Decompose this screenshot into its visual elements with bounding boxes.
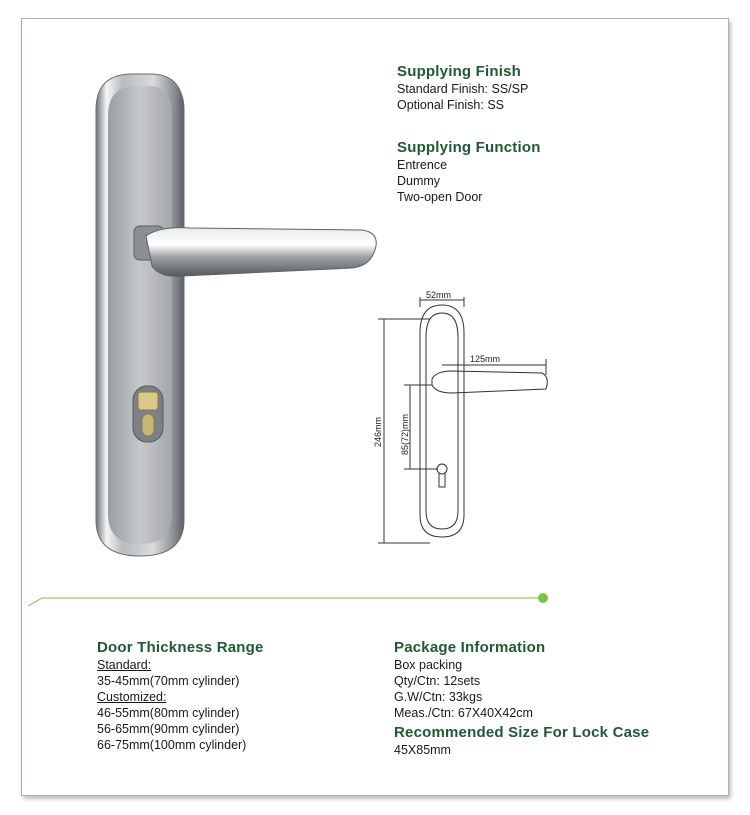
door-thickness-heading: Door Thickness Range [97, 639, 264, 656]
function-line: Entrence [397, 158, 448, 172]
standard-label: Standard: [97, 658, 152, 672]
customized-label: Customized: [97, 690, 167, 704]
dimension-diagram [370, 285, 560, 550]
thickness-line: 35-45mm(70mm cylinder) [97, 674, 240, 688]
thickness-line: 56-65mm(90mm cylinder) [97, 722, 240, 736]
section-divider [28, 590, 553, 610]
lock-case-heading: Recommended Size For Lock Case [394, 724, 650, 741]
package-line: Qty/Ctn: 12sets [394, 674, 481, 688]
supplying-function-heading: Supplying Function [397, 139, 541, 156]
thickness-line: 46-55mm(80mm cylinder) [97, 706, 240, 720]
finish-line: Standard Finish: SS/SP [397, 82, 529, 96]
package-line: Meas./Ctn: 67X40X42cm [394, 706, 533, 720]
handle-dimension-label: 125mm [470, 354, 501, 364]
width-dimension-label: 52mm [426, 290, 452, 300]
lock-case-value: 45X85mm [394, 743, 451, 757]
supplying-finish-heading: Supplying Finish [397, 63, 522, 80]
divider-dot-icon [538, 593, 548, 603]
package-heading: Package Information [394, 639, 546, 656]
height-dimension-label: 246mm [373, 416, 383, 447]
thickness-line: 66-75mm(100mm cylinder) [97, 738, 247, 752]
function-line: Two-open Door [397, 190, 483, 204]
door-handle-photo [80, 70, 390, 560]
distance-dimension-label: 85(72)mm [400, 413, 410, 455]
package-line: G.W/Ctn: 33kgs [394, 690, 483, 704]
package-line: Box packing [394, 658, 463, 672]
finish-line: Optional Finish: SS [397, 98, 504, 112]
function-line: Dummy [397, 174, 441, 188]
